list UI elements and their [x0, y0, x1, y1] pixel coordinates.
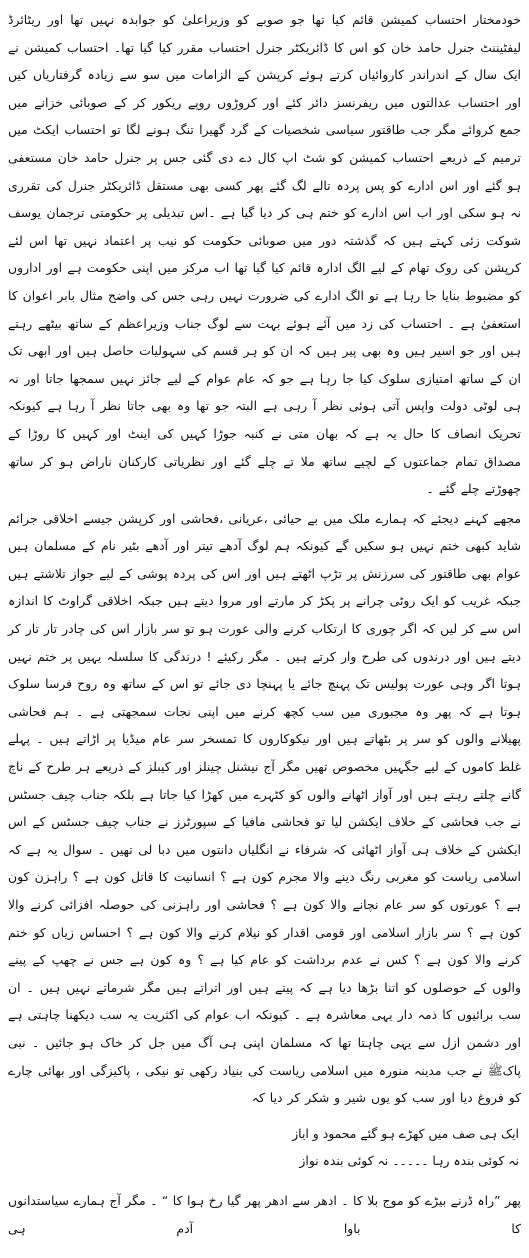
- article-paragraph-2: مجھے کہنے دیجئے کہ ہمارے ملک میں بے حیائی ،عریانی ،فحاشی اور کرپشن جیسے اخلاقی جرائم شاید کبھی ختم نہیں ہو سکیں گے کیونکہ ہم لوگ آدھے تیتر اور آدھے بٹیر نام کے مسلمان ہیں عوام بھی طاقتور کی سرزنش پر تڑپ اٹھتے ہیں اور اس کی پردہ پوشی کے لیے جواز تلاشتے ہیں جبکہ غریب کو ایک روٹی چرانے پر پکڑ کر مارتے اور مروا دیتے ہیں جبکہ اخلاقی گراوٹ کا اندازہ اس سے کر لیں کہ اگر چوری کا ارتکاب کرنے والی عورت ہو تو سر بازار اس کی چادر تار تار کر دیتے ہیں اور درندوں کی طرح وار کرتے ہیں ۔ مگر رکیئے ! درندگی کا سلسلہ یہیں پر ختم نہیں ہوتا اگر وہی عورت پولیس تک پہنچ جائے یا پہنچا دی جائے تو اس کے ساتھ وہ روح فرسا سلوک ہوتا ہے کہ پھر وہ مجبوری میں سب کچھ کرنے میں اپنی نجات سمجھتی ہے ۔ ہم فحاشی پھیلانے والوں کو سر پر بٹھاتے ہیں اور نیکوکاروں کا تمسخر سر عام میڈیا پر اڑاتے ہیں ۔ پہلے غلط کاموں کے لیے جگہیں مخصوص تھیں مگر آج نیشنل چینلز اور کیبلز کے ذریعے ہر طرح کے ناچ گانے چلتے رہتے ہیں اور آواز اٹھانے والوں کو کٹہرے میں کھڑا کیا جاتا ہے بلکہ جناب چیف جسٹس نے جب فحاشی کے خلاف ایکشن لیا تو فحاشی مافیا کے سپورٹرز نے جناب چیف جسٹس کے اس ایکشن کے خلاف ہی آواز اٹھائی کہ شرفاء نے انگلیاں دانتوں میں دبا لی تھیں ۔ سوال یہ ہے کہ اسلامی ریاست کو مغربی رنگ دینے والا مجرم کون ہے ؟ انسانیت کا قاتل کون ہے ؟ راہزن کون ہے ؟ عورتوں کو سر عام نچانے والا کون ہے ؟ فحاشی اور راہزنی کی حوصلہ افزائی کرنے والا کون ہے ؟ سر بازار اسلامی اور قومی اقدار کو نیلام کرنے والا کون ہے ؟ احساس زیاں کو ختم کرنے والا کون ہے ؟ کس نے عدم برداشت کو عام کیا ہے ؟ وہ کون ہے جس نے چھپ کے پینے والوں کے حوصلوں کو اتنا بڑھا دیا ہے کہ پیتے ہیں اور اتراتے ہیں مگر شرماتے نہیں ہیں ۔ ان سب برائیوں کا ذمہ دار یہی معاشرہ ہے ۔ کیونکہ اب عوام کی اکثریت یہ سب دیکھنا چاہتی ہے اور دشمن ازل سے یہی چاہتا تھا کہ مسلمان اپنی ہی آگ میں جل کر خاک ہو جائیں ۔ نبی پاکﷺ نے جب مدینہ منورہ میں اسلامی ریاست کی بنیاد رکھی تو نیکی ، پاکیزگی اور بھائی چارے کو فروغ دیا اور سب کو یوں شیر و شکر کر دیا کہ: [8, 510, 521, 1106]
- closing-line: پھر ”راہ ڈرنے بیڑے کو موج بلا کا ۔ ادھر سے ادھر پھر گیا رخ ہوا کا “ ۔ مگر آج ہمارے سیاستدانوں کا باوا آدم ہی: [8, 1192, 521, 1236]
- verse-line-1: ایک ہی صف میں کھڑے ہو گئے محمود و ایاز: [292, 1125, 519, 1141]
- article-paragraph-1: خودمختار احتساب کمیشن قائم کیا تھا جو صوبے کو وزیراعلیٰ کو جوابدہ نہیں تھا اور ریٹائرڈ لیفٹیننٹ جنرل حامد خان کو اس کا ڈائریکٹر جنرل احتساب مقرر کیا گیا تھا۔ احتساب کمیشن نے ایک سال کے اندراندر کاروائیاں کرتے ہوئے کرپشن کے الزامات میں سو سے زیادہ گرفتاریاں کیں اور احتساب عدالتوں میں ریفرنسز دائر کئے اور کروڑوں روپے ریکور کر کے صوبائی خزانے میں جمع کروائے مگر جب طاقتور سیاسی شخصیات کے گرد گھیرا تنگ ہونے لگا تو احتساب ایکٹ میں ترمیم کے ذریعے احتساب کمیشن کو شٹ اپ کال دے دی گئی جس پر جنرل حامد خان مستعفی ہو گئے اور اس ادارے کو پس پردہ تالے لگ گئے پھر کسی بھی مستقل ڈائریکٹر جنرل کی تقرری نہ ہو سکی اور اب اس ادارے کو ختم ہی کر دیا گیا ہے ۔اس تبدیلی پر حکومتی ترجمان یوسف شوکت زئی کہتے ہیں کہ گذشتہ دور میں صوبائی حکومت کو نیب پر اعتماد نہیں تھا اس لئے کرپشن کی روک تھام کے لیے الگ ادارہ قائم کیا گیا تھا اب مرکز میں اپنی حکومت ہے اور اداروں کو مضبوط بنایا جا رہا ہے تو الگ ادارے کی ضرورت نہیں رہی جس کی واضح مثال بابر اعوان کا استعفیٰ ہے ۔ احتساب کی زد میں آئے ہوئے بہت سے لوگ جناب وزیراعظم کے ساتھ بیٹھے رہتے ہیں اور جو اسیر ہیں وہ بھی پیر ہیں کہ ان کو ہر قسم کی سہولیات حاصل ہیں اور ابھی تک ان کے ساتھ امتیازی سلوک کیا جا رہا ہے جو کہ عام عوام کے لیے جائز نہیں سمجھا جاتا اور نہ ہی لوٹی دولت واپس آتی ہوئی نظر آ رہی ہے البتہ جو تھا وہ بھی جاتا نظر آ رہا ہے کیونکہ تحریک انصاف کا حال یہ ہے کہ بھان متی نے کنبہ جوڑا کہیں کی اینٹ اور کہیں کا روڑا کے مصداق تمام جماعتوں کے لچیے ساتھ ملا تے چلے گئے اور نظریاتی کارکنان ناراض ہو کر ساتھ چھوڑتے چلے گئے ۔: [8, 12, 521, 497]
- verse-line-2: نہ کوئی بندہ رہا ۔۔۔۔۔ نہ کوئی بندہ نواز: [299, 1153, 519, 1169]
